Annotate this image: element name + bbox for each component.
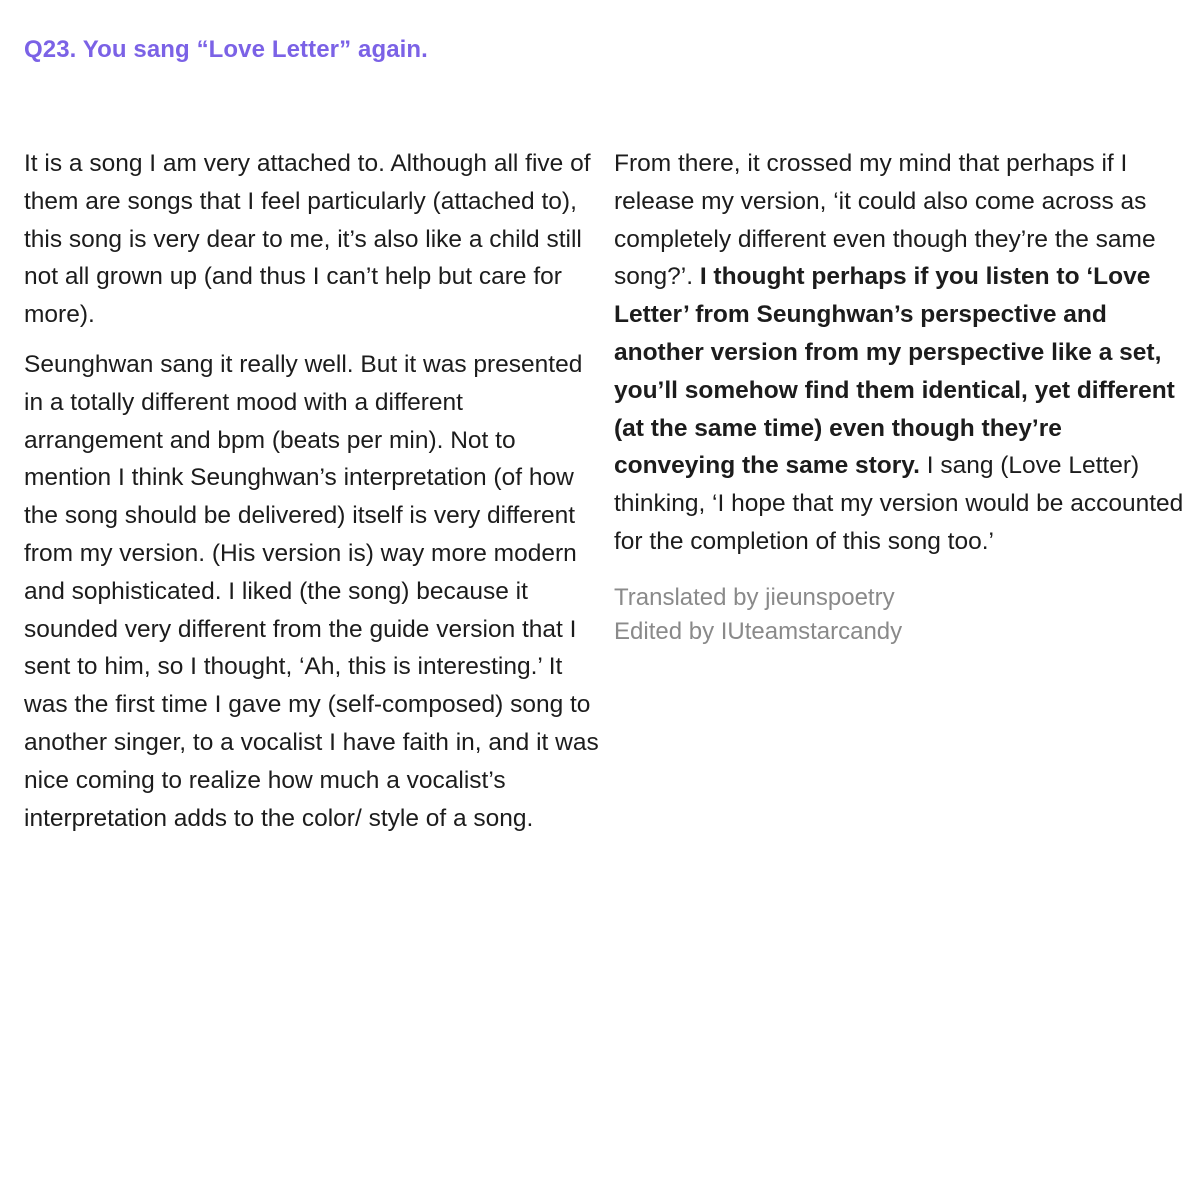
paragraph-3-bold-quote: I thought perhaps if you listen to ‘Love Letter’ from Seunghwan’s perspective and another version from my perspective like a set, you’ll somehow find them identical, yet different (at the same time) even though they’re conveying the same story. (614, 263, 1175, 480)
left-column (24, 145, 599, 849)
edited-by: Edited by IUteamstarcandy (614, 617, 903, 645)
answer-paragraph-1: It is a song I am very attached to. Although all five of them are songs that I feel particularly (attached to), this song is very dear to me, it’s also like a child still not all grown up (and thus I can’t help but care for more). (24, 150, 591, 329)
answer-paragraph-3 (614, 145, 1189, 561)
question-heading: Q23. You sang “Love Letter” again. (24, 36, 428, 63)
answer-paragraph-2: Seunghwan sang it really well. But it was presented in a totally different mood with a different arrangement and bpm (beats per min). Not to mention I think Seunghwan’s interpretation (of how the song should be delivered) itself is very different from my version. (His version is) way more modern and sophisticated. I liked (the song) because it sounded very different from the guide version that I sent to him, so I thought, ‘Ah, this is interesting.’ It was the first time I gave my (self-composed) song to another singer, to a vocalist I have faith in, and it was nice coming to realize how much a vocalist’s interpretation adds to the color/ style of a song. (24, 350, 599, 832)
paragraph-3-start: From there, it crossed my mind that perhaps if I release my version, ‘it could also come across as completely different even though they’re the same song?’. (614, 150, 1156, 291)
right-column (614, 145, 1189, 649)
credits (614, 581, 1189, 649)
translated-by: Translated by jieunspoetry (614, 583, 895, 611)
paragraph-3-end: I sang (Love Letter) thinking, ‘I hope that my version would be accounted for the completion of this song too.’ (614, 452, 1184, 555)
